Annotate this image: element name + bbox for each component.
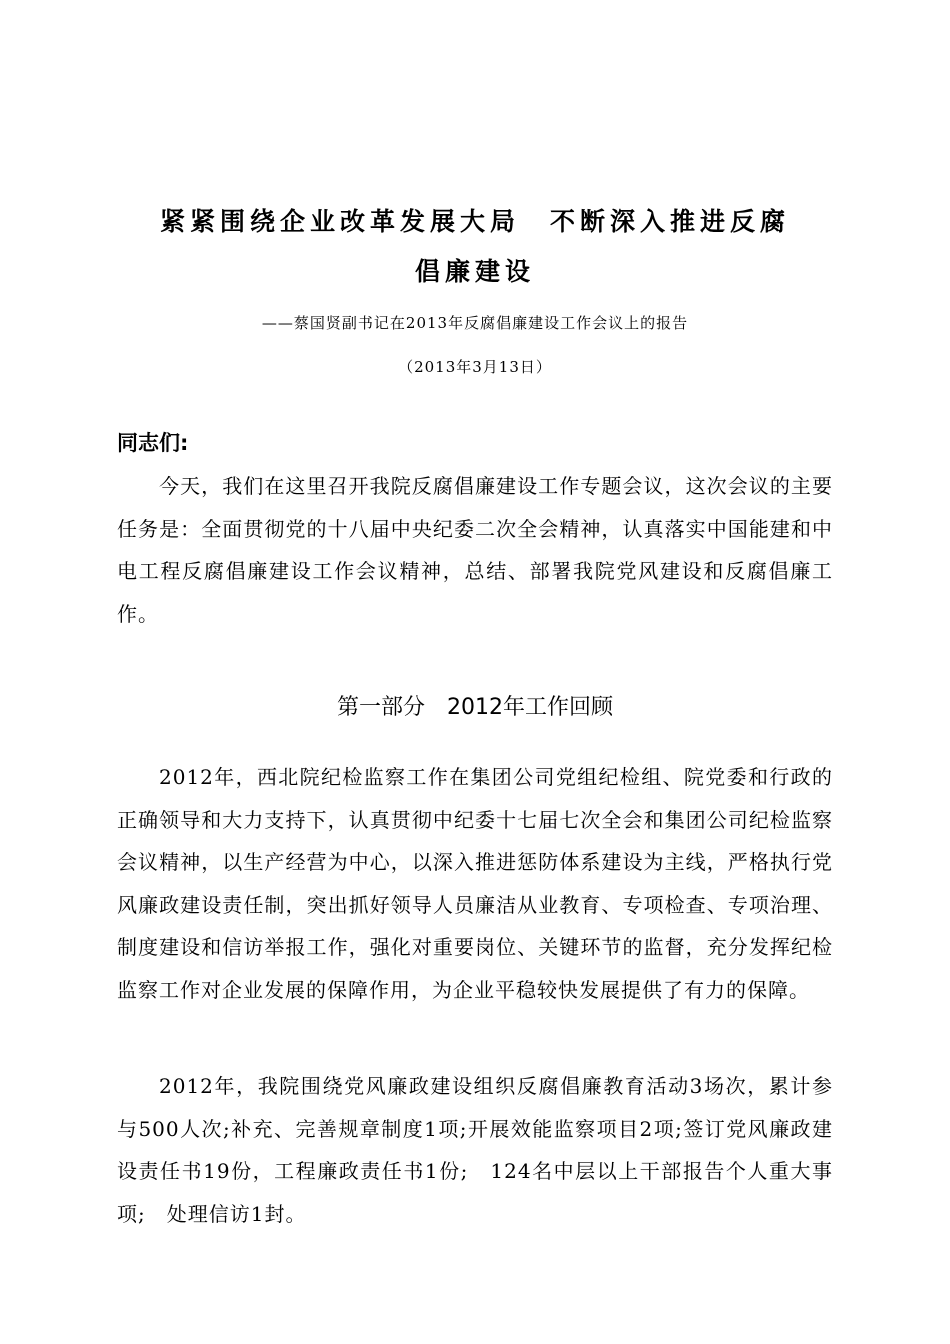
document-title-line-2: 倡廉建设 <box>414 257 535 286</box>
review-paragraph: 2012年，西北院纪检监察工作在集团公司党组纪检组、院党委和行政的正确领导和大力支持下，认真贯彻中纪委十七届七次全会和集团公司纪检监察会议精神，以生产经营为中心，以深入推进惩防体系建设为主线，严格执行党风廉政建设责任制，突出抓好领导人员廉洁从业教育、专项检查、专项治理、制度建设和信访举报工作，强化对重要岗位、关键环节的监督，充分发挥纪检监察工作对企业发展的保障作用，为企业平稳较快发展提供了有力的保障。 <box>117 765 833 1002</box>
document-subtitle: ——蔡国贤副书记在2013年反腐倡廉建设工作会议上的报告 <box>261 314 689 332</box>
section-heading: 第一部分 2012年工作回顾 <box>337 695 613 720</box>
document-date: （2013年3月13日） <box>398 358 552 376</box>
statistics-paragraph: 2012年，我院围绕党风廉政建设组织反腐倡廉教育活动3场次，累计参与500人次;补充、完善规章制度1项;开展效能监察项目2项;签订党风廉政建设责任书19份，工程廉政责任书1份; 124名中层以上干部报告个人重大事项; 处理信访1封。 <box>117 1074 833 1226</box>
intro-paragraph: 今天，我们在这里召开我院反腐倡廉建设工作专题会议，这次会议的主要任务是：全面贯彻党的十八届中央纪委二次全会精神，认真落实中国能建和中电工程反腐倡廉建设工作会议精神，总结、部署我院党风建设和反腐倡廉工作。 <box>117 474 833 626</box>
salutation: 同志们: <box>117 431 189 455</box>
document-title-line-1: 紧紧围绕企业改革发展大局 不断深入推进反腐 <box>159 207 790 236</box>
